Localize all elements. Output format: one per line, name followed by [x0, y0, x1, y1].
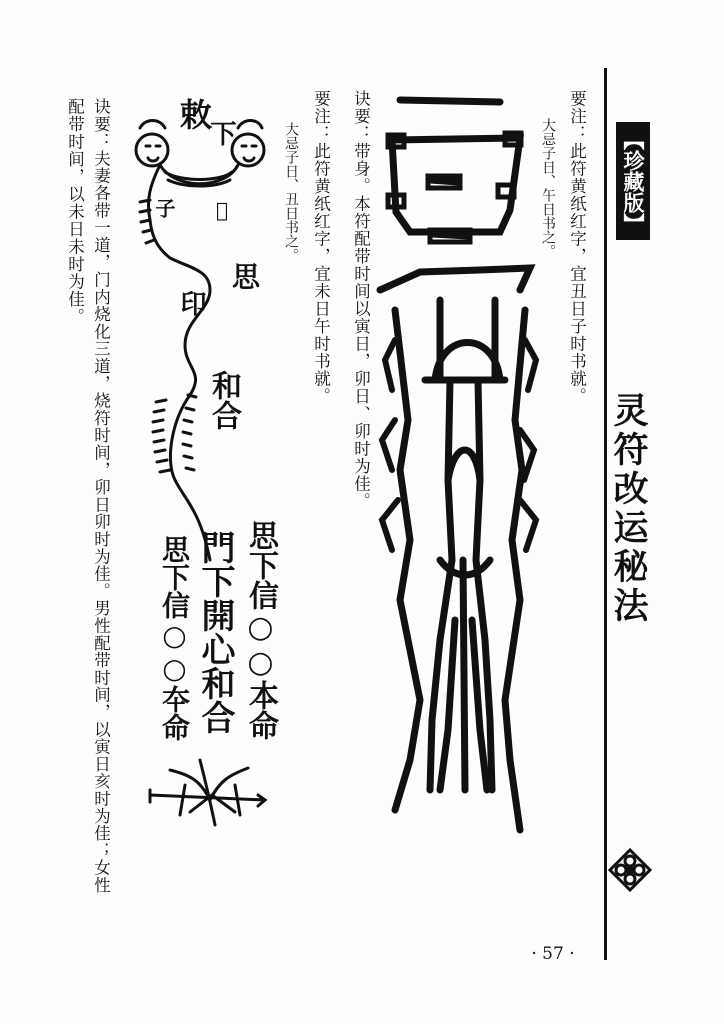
page-title: 灵符改运秘法 [608, 392, 648, 626]
talisman-3-char-jiu: 𠃨 [210, 198, 234, 222]
talisman-3-char-hehe: 和合 [206, 370, 241, 430]
talisman-1-note: 要注：此符黄纸红字，宜丑日子时书就。 [567, 90, 587, 405]
talisman-3-col-c: 思下信○○夲命 [158, 535, 191, 741]
talisman-3-char-yin: 印 [176, 290, 206, 316]
page-number: · 57 · [531, 944, 575, 964]
talisman-3-char-chi: 敕 [175, 98, 213, 130]
talisman-3-char-zi: 子 [152, 198, 176, 218]
talisman-3-instruction-2: 配带时间，以未日未时为佳。 [65, 98, 85, 326]
talisman-3-col-a: 思下信○○本命 [243, 520, 278, 740]
talisman-3-char-xia: 下 [206, 120, 236, 146]
edition-badge: 【珍藏版】 [616, 122, 650, 240]
talisman-2-taboo: 大忌子日、丑日书之。 [283, 122, 299, 262]
talisman-3-col-b: 門下開心和合 [195, 530, 235, 734]
talisman-3-char-si: 思 [228, 262, 261, 290]
talisman-2-instruction: 诀要：带身。本符配带时间以寅日，卯日、卯时为佳。 [351, 90, 371, 510]
talisman-3-instruction-1: 诀要：夫妻各带一道，门内烧化三道，烧符时间，卯日卯时为佳。男性配带时间，以寅日亥时为佳；女性 [91, 98, 111, 894]
talisman-2-note: 要注：此符黄纸红字，宜未日午时书就。 [311, 90, 331, 405]
talisman-1-taboo: 大忌子日、午日书之。 [540, 118, 556, 258]
